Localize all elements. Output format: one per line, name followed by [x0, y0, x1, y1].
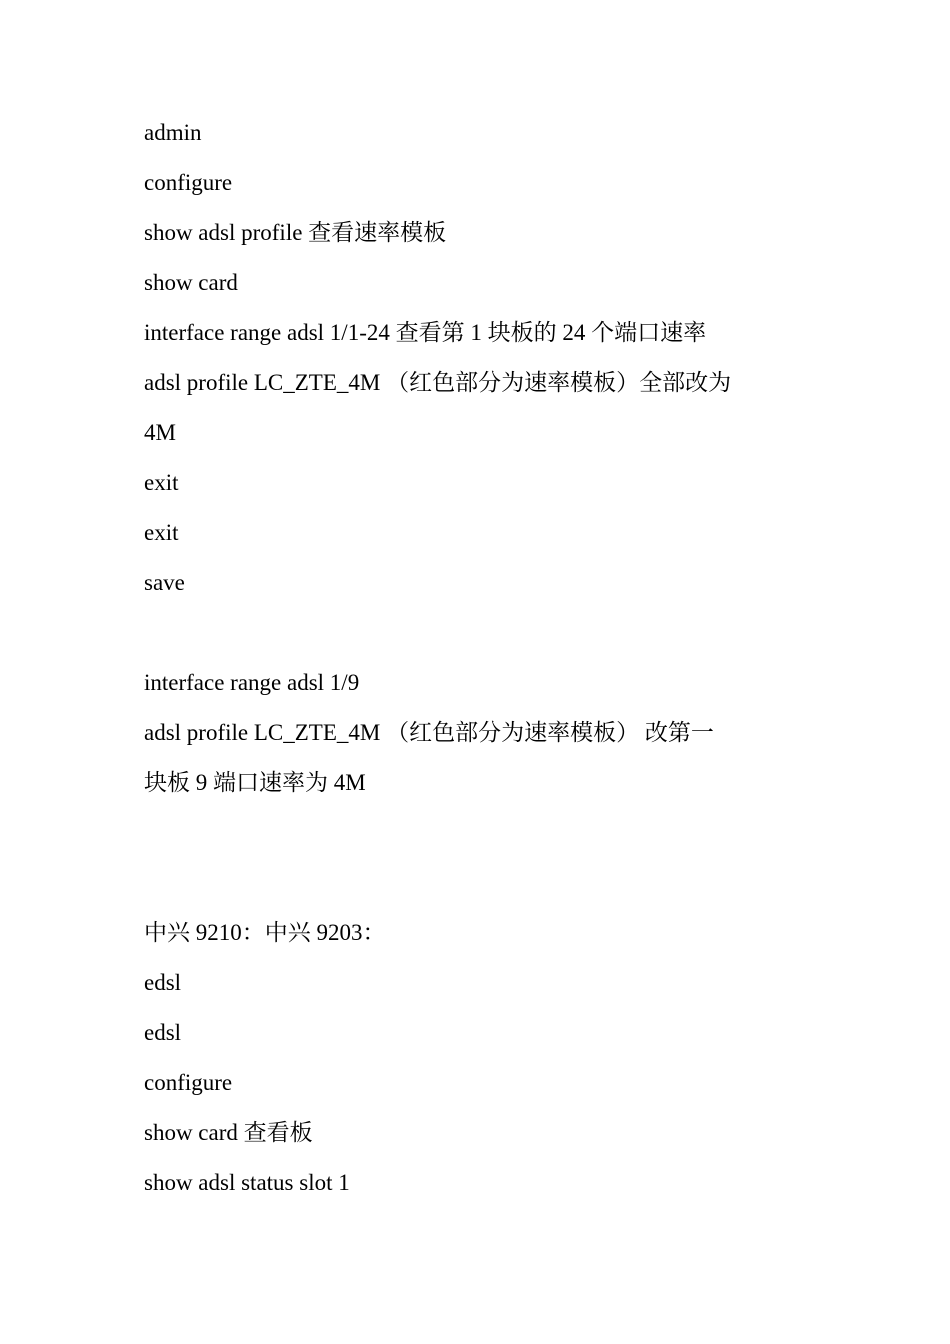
command-line: edsl: [144, 970, 182, 995]
command-line: configure: [144, 170, 233, 195]
command-line: adsl profile LC_ZTE_4M （红色部分为速率模板）全部改为: [144, 370, 732, 395]
command-line: save: [144, 570, 185, 595]
command-line: edsl: [144, 1020, 182, 1045]
blank-line: [144, 608, 824, 658]
document-body: [144, 108, 824, 1208]
section-heading: 中兴 9210：中兴 9203：: [144, 920, 386, 945]
command-line: show adsl profile 查看速率模板: [144, 220, 447, 245]
command-line: 4M: [144, 420, 176, 445]
command-line: adsl profile LC_ZTE_4M （红色部分为速率模板） 改第一: [144, 720, 714, 745]
command-line: configure: [144, 1070, 233, 1095]
command-line: show adsl status slot 1: [144, 1170, 350, 1195]
command-line: interface range adsl 1/9: [144, 670, 360, 695]
command-line: 块板 9 端口速率为 4M: [144, 770, 366, 795]
blank-gap: [144, 808, 824, 908]
command-line: show card 查看板: [144, 1120, 313, 1145]
command-line: exit: [144, 470, 179, 495]
command-line: admin: [144, 120, 202, 145]
command-line: show card: [144, 270, 238, 295]
command-line: interface range adsl 1/1-24 查看第 1 块板的 24 个端口速率: [144, 320, 707, 345]
command-line: exit: [144, 520, 179, 545]
